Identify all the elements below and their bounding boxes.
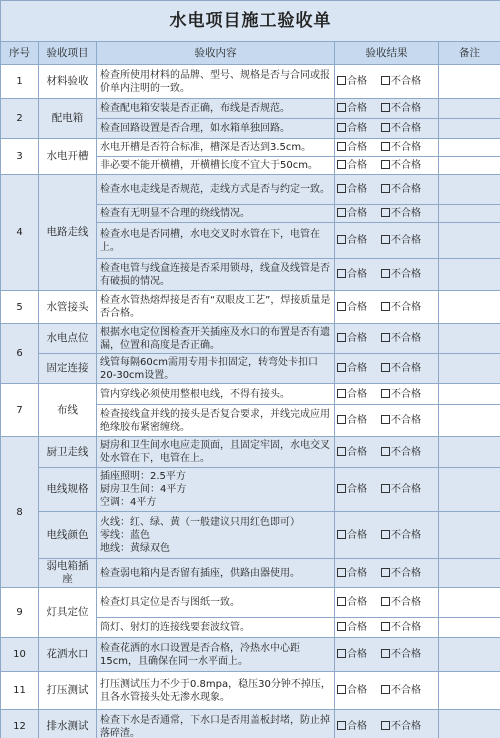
inspection-item: 厨卫走线 [39, 437, 97, 468]
pass-checkbox[interactable] [337, 102, 367, 115]
fail-label: 不合格 [391, 649, 421, 660]
note-cell[interactable] [439, 223, 500, 259]
checkbox-icon [337, 597, 346, 606]
header-no: 序号 [1, 42, 39, 65]
fail-checkbox[interactable] [381, 122, 421, 135]
pass-checkbox[interactable] [337, 207, 367, 220]
result-options [335, 710, 439, 738]
pass-label: 合格 [347, 567, 367, 579]
pass-label: 合格 [347, 388, 367, 400]
inspection-item: 材料验收 [39, 65, 97, 99]
checkbox-icon [381, 142, 390, 151]
inspection-item: 打压测试 [39, 672, 97, 710]
pass-checkbox[interactable] [337, 720, 367, 733]
note-cell[interactable] [439, 559, 500, 588]
result-options [335, 405, 439, 437]
checkbox-icon [337, 530, 346, 539]
fail-checkbox[interactable] [381, 684, 421, 697]
table-row [1, 175, 500, 205]
checkbox-icon [337, 103, 346, 112]
fail-label: 不合格 [391, 269, 421, 280]
checkbox-icon [381, 76, 390, 85]
checkbox-icon [337, 447, 346, 456]
pass-checkbox[interactable] [337, 268, 367, 281]
inspection-content: 检查弱电箱内是否留有插座，供路由器使用。 [97, 559, 335, 588]
fail-label: 不合格 [391, 567, 421, 579]
note-cell[interactable] [439, 99, 500, 119]
note-cell[interactable] [439, 437, 500, 468]
note-cell[interactable] [439, 139, 500, 157]
fail-checkbox[interactable] [381, 159, 421, 172]
fail-label: 不合格 [391, 160, 421, 171]
fail-label: 不合格 [391, 415, 421, 426]
pass-checkbox[interactable] [337, 648, 367, 661]
inspection-item: 水管接头 [39, 291, 97, 324]
pass-checkbox[interactable] [337, 362, 367, 375]
inspection-item: 电线规格 [39, 468, 97, 512]
checkbox-icon [381, 269, 390, 278]
checkbox-icon [337, 721, 346, 730]
table-row [1, 139, 500, 157]
inspection-content: 筒灯、射灯的连接线要套波纹管。 [97, 618, 335, 638]
header-result: 验收结果 [335, 42, 439, 65]
pass-checkbox[interactable] [337, 75, 367, 88]
result-options [335, 223, 439, 259]
checkbox-icon [337, 333, 346, 342]
checkbox-icon [381, 302, 390, 311]
checkbox-icon [337, 160, 346, 169]
note-cell[interactable] [439, 512, 500, 559]
pass-label: 合格 [347, 269, 367, 280]
table-row [1, 384, 500, 405]
checkbox-icon [337, 685, 346, 694]
fail-checkbox[interactable] [381, 234, 421, 247]
fail-label: 不合格 [391, 184, 421, 195]
checkbox-icon [337, 415, 346, 424]
fail-label: 不合格 [391, 235, 421, 246]
inspection-item: 布线 [39, 384, 97, 437]
fail-checkbox[interactable] [381, 332, 421, 345]
note-cell[interactable] [439, 588, 500, 618]
fail-label: 不合格 [391, 208, 421, 219]
pass-label: 合格 [347, 160, 367, 171]
result-options [335, 354, 439, 384]
result-options [335, 618, 439, 638]
pass-checkbox[interactable] [337, 596, 367, 609]
checkbox-icon [381, 363, 390, 372]
inspection-content: 管内穿线必须使用整根电线，不得有接头。 [97, 384, 335, 405]
pass-checkbox[interactable] [337, 301, 367, 314]
inspection-content: 检查有无明显不合理的绕线情况。 [97, 205, 335, 223]
pass-label: 合格 [347, 415, 367, 426]
table-row [1, 99, 500, 119]
pass-checkbox[interactable] [337, 446, 367, 459]
fail-checkbox[interactable] [381, 414, 421, 427]
pass-checkbox[interactable] [337, 414, 367, 427]
inspection-content: 检查配电箱安装是否正确，布线是否规范。 [97, 99, 335, 119]
checkbox-icon [381, 568, 390, 577]
inspection-content: 检查电管与线盒连接是否采用锁母，线盒及线管是否有破损的情况。 [97, 259, 335, 291]
result-options [335, 512, 439, 559]
inspection-item: 水电点位 [39, 324, 97, 354]
inspection-content: 打压测试压力不少于0.8mpa，稳压30分钟不掉压，且各水管接头处无渗水现象。 [97, 672, 335, 710]
inspection-content: 线管每隔60cm需用专用卡扣固定，转弯处卡扣口20-30cm设置。 [97, 354, 335, 384]
pass-label: 合格 [347, 301, 367, 313]
fail-label: 不合格 [391, 446, 421, 458]
pass-label: 合格 [347, 446, 367, 458]
checkbox-icon [381, 103, 390, 112]
checkbox-icon [337, 568, 346, 577]
pass-label: 合格 [347, 235, 367, 246]
note-cell[interactable] [439, 384, 500, 405]
pass-label: 合格 [347, 123, 367, 134]
row-number: 4 [1, 175, 39, 291]
note-cell[interactable] [439, 324, 500, 354]
fail-checkbox[interactable] [381, 621, 421, 634]
fail-label: 不合格 [391, 622, 421, 633]
pass-checkbox[interactable] [337, 234, 367, 247]
result-options [335, 259, 439, 291]
checkbox-icon [381, 415, 390, 424]
row-number: 9 [1, 588, 39, 638]
inspection-content: 根据水电定位图检查开关插座及水口的布置是否有遗漏，位置和高度是否正确。 [97, 324, 335, 354]
fail-checkbox[interactable] [381, 567, 421, 580]
checkbox-icon [337, 76, 346, 85]
result-options [335, 384, 439, 405]
checkbox-icon [381, 622, 390, 631]
pass-checkbox[interactable] [337, 141, 367, 154]
pass-label: 合格 [347, 76, 367, 87]
result-options [335, 139, 439, 157]
pass-checkbox[interactable] [337, 183, 367, 196]
pass-label: 合格 [347, 103, 367, 114]
note-cell[interactable] [439, 710, 500, 738]
checkbox-icon [337, 389, 346, 398]
inspection-content: 检查水电是否同槽，水电交叉时水管在下，电管在上。 [97, 223, 335, 259]
inspection-content: 检查灯具定位是否与图纸一致。 [97, 588, 335, 618]
fail-label: 不合格 [391, 142, 421, 153]
pass-label: 合格 [347, 484, 367, 495]
checkbox-icon [337, 649, 346, 658]
row-number: 1 [1, 65, 39, 99]
checkbox-icon [337, 622, 346, 631]
result-options [335, 291, 439, 324]
note-cell[interactable] [439, 259, 500, 291]
fail-label: 不合格 [391, 388, 421, 400]
checkbox-icon [381, 389, 390, 398]
inspection-content: 检查接线盒并线的接头是否复合要求，并线完成应用绝缘胶布紧密缠绕。 [97, 405, 335, 437]
pass-label: 合格 [347, 184, 367, 195]
fail-checkbox[interactable] [381, 102, 421, 115]
result-options [335, 672, 439, 710]
table-row [1, 672, 500, 710]
fail-label: 不合格 [391, 597, 421, 608]
fail-checkbox[interactable] [381, 648, 421, 661]
row-number: 11 [1, 672, 39, 710]
pass-label: 合格 [347, 363, 367, 374]
checkbox-icon [381, 160, 390, 169]
table-row [1, 324, 500, 354]
table-row [1, 437, 500, 468]
inspection-content: 检查回路设置是否合理，如水箱单独回路。 [97, 119, 335, 139]
fail-checkbox[interactable] [381, 75, 421, 88]
checkbox-icon [337, 269, 346, 278]
checkbox-icon [381, 235, 390, 244]
row-number: 8 [1, 437, 39, 588]
checkbox-icon [381, 447, 390, 456]
fail-checkbox[interactable] [381, 207, 421, 220]
result-options [335, 205, 439, 223]
checkbox-icon [337, 484, 346, 493]
note-cell[interactable] [439, 175, 500, 205]
inspection-item: 电线颜色 [39, 512, 97, 559]
note-cell[interactable] [439, 157, 500, 175]
fail-checkbox[interactable] [381, 483, 421, 496]
result-options [335, 588, 439, 618]
checkbox-icon [381, 685, 390, 694]
inspection-item: 花洒水口 [39, 638, 97, 672]
checkbox-icon [381, 123, 390, 132]
checkbox-icon [381, 333, 390, 342]
row-number: 12 [1, 710, 39, 738]
fail-checkbox[interactable] [381, 529, 421, 542]
inspection-content: 检查花洒的水口设置是否合格，冷热水中心距15cm，且确保在同一水平面上。 [97, 638, 335, 672]
pass-label: 合格 [347, 685, 367, 696]
table-row [1, 291, 500, 324]
inspection-content: 水电开槽是否符合标准，槽深是否达到3.5cm。 [97, 139, 335, 157]
inspection-content: 非必要不能开横槽，开横槽长度不宜大于50cm。 [97, 157, 335, 175]
checkbox-icon [337, 208, 346, 217]
inspection-content: 检查所使用材料的品牌、型号、规格是否与合同或报价单内注明的一致。 [97, 65, 335, 99]
result-options [335, 119, 439, 139]
table-row [1, 512, 500, 559]
result-options [335, 324, 439, 354]
note-cell[interactable] [439, 291, 500, 324]
note-cell[interactable] [439, 119, 500, 139]
fail-checkbox[interactable] [381, 388, 421, 401]
note-cell[interactable] [439, 405, 500, 437]
table-row [1, 468, 500, 512]
row-number: 10 [1, 638, 39, 672]
inspection-content: 厨房和卫生间水电应走顶面，且固定牢固，水电交叉处水管在下，电管在上。 [97, 437, 335, 468]
checkbox-icon [337, 123, 346, 132]
pass-label: 合格 [347, 529, 367, 541]
fail-checkbox[interactable] [381, 720, 421, 733]
checkbox-icon [337, 142, 346, 151]
header-item: 验收项目 [39, 42, 97, 65]
inspection-item: 固定连接 [39, 354, 97, 384]
header-note: 备注 [439, 42, 500, 65]
fail-label: 不合格 [391, 76, 421, 87]
checkbox-icon [381, 184, 390, 193]
inspection-content: 火线：红、绿、黄（一般建议只用红色即可） 零线：蓝色 地线：黄绿双色 [97, 512, 335, 559]
inspection-item: 配电箱 [39, 99, 97, 139]
table-row [1, 588, 500, 618]
pass-label: 合格 [347, 622, 367, 633]
pass-label: 合格 [347, 721, 367, 732]
header-content: 验收内容 [97, 42, 335, 65]
fail-checkbox[interactable] [381, 596, 421, 609]
pass-checkbox[interactable] [337, 567, 367, 580]
row-number: 7 [1, 384, 39, 437]
fail-label: 不合格 [391, 484, 421, 495]
fail-checkbox[interactable] [381, 301, 421, 314]
fail-label: 不合格 [391, 685, 421, 696]
fail-label: 不合格 [391, 301, 421, 313]
checkbox-icon [337, 184, 346, 193]
checkbox-icon [381, 721, 390, 730]
table-row [1, 638, 500, 672]
form-title: 水电项目施工验收单 [1, 1, 500, 42]
fail-label: 不合格 [391, 529, 421, 541]
pass-checkbox[interactable] [337, 159, 367, 172]
pass-checkbox[interactable] [337, 529, 367, 542]
inspection-content: 检查水管热熔焊接是否有“双眼皮工艺”，焊接质量是否合格。 [97, 291, 335, 324]
inspection-content: 检查下水是否通常，下水口是否用盖板封堵，防止掉落碎渣。 [97, 710, 335, 738]
row-number: 5 [1, 291, 39, 324]
note-cell[interactable] [439, 618, 500, 638]
note-cell[interactable] [439, 205, 500, 223]
pass-checkbox[interactable] [337, 388, 367, 401]
note-cell[interactable] [439, 638, 500, 672]
checkbox-icon [381, 484, 390, 493]
inspection-content: 检查水电走线是否规范，走线方式是否与约定一致。 [97, 175, 335, 205]
inspection-item: 水电开槽 [39, 139, 97, 175]
checkbox-icon [381, 649, 390, 658]
inspection-content: 插座照明：2.5平方 厨房卫生间：4平方 空调：4平方 [97, 468, 335, 512]
table-row [1, 710, 500, 738]
table-row [1, 559, 500, 588]
note-cell[interactable] [439, 468, 500, 512]
note-cell[interactable] [439, 354, 500, 384]
checkbox-icon [337, 302, 346, 311]
pass-label: 合格 [347, 333, 367, 344]
result-options [335, 99, 439, 119]
row-number: 3 [1, 139, 39, 175]
fail-label: 不合格 [391, 721, 421, 732]
checkbox-icon [381, 597, 390, 606]
fail-checkbox[interactable] [381, 268, 421, 281]
result-options [335, 638, 439, 672]
pass-label: 合格 [347, 649, 367, 660]
result-options [335, 157, 439, 175]
fail-checkbox[interactable] [381, 446, 421, 459]
inspection-item: 电路走线 [39, 175, 97, 291]
checkbox-icon [381, 530, 390, 539]
checkbox-icon [337, 363, 346, 372]
pass-checkbox[interactable] [337, 483, 367, 496]
pass-checkbox[interactable] [337, 621, 367, 634]
row-number: 2 [1, 99, 39, 139]
fail-label: 不合格 [391, 123, 421, 134]
fail-checkbox[interactable] [381, 362, 421, 375]
result-options [335, 559, 439, 588]
pass-checkbox[interactable] [337, 684, 367, 697]
note-cell[interactable] [439, 65, 500, 99]
note-cell[interactable] [439, 672, 500, 710]
inspection-item: 排水测试 [39, 710, 97, 738]
inspection-item: 灯具定位 [39, 588, 97, 638]
row-number: 6 [1, 324, 39, 384]
pass-label: 合格 [347, 597, 367, 608]
inspection-item: 弱电箱插座 [39, 559, 97, 588]
result-options [335, 437, 439, 468]
fail-checkbox[interactable] [381, 141, 421, 154]
table-row [1, 65, 500, 99]
result-options [335, 175, 439, 205]
checkbox-icon [381, 208, 390, 217]
fail-label: 不合格 [391, 363, 421, 374]
result-options [335, 65, 439, 99]
result-options [335, 468, 439, 512]
fail-label: 不合格 [391, 103, 421, 114]
pass-label: 合格 [347, 142, 367, 153]
pass-checkbox[interactable] [337, 332, 367, 345]
checkbox-icon [337, 235, 346, 244]
fail-checkbox[interactable] [381, 183, 421, 196]
fail-label: 不合格 [391, 333, 421, 344]
table-row [1, 354, 500, 384]
pass-label: 合格 [347, 208, 367, 219]
pass-checkbox[interactable] [337, 122, 367, 135]
